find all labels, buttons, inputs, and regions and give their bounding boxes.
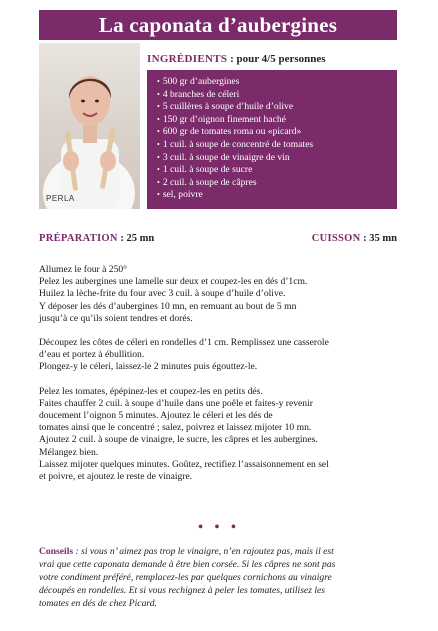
ingredient-text: 1 cuil. à soupe de concentré de tomates (162, 138, 314, 150)
bullet-icon: • (157, 89, 160, 99)
tips-line: découpés en rondelles. Et si vous rechignez à peler les tomates, utilisez les (39, 585, 325, 596)
ingredient-text: sel, poivre (162, 189, 203, 201)
ingredient-text: 2 cuil. à soupe de câpres (162, 176, 257, 188)
ingredient-text: 500 gr d’aubergines (162, 76, 240, 87)
photo-caption: PERLA (46, 194, 75, 203)
step-line: Y déposer les dés d’aubergines 10 mn, en remuant au bout de 5 mn (39, 300, 297, 312)
tips-line: tomates en dés de chez Picard. (39, 598, 157, 609)
cooking-time (312, 233, 397, 244)
ingredient-text: 4 branches de céleri (162, 88, 240, 100)
ingredient-text: 600 gr de tomates roma ou «picard» (162, 126, 302, 138)
tips-line: votre condiment préféré, remplacez-les par quelques cornichons au vinaigre (39, 572, 332, 583)
preparation-value: : 25 mn (117, 233, 155, 244)
step-line: Plongez-y le céleri, laissez-le 2 minutes puis égouttez-le. (39, 361, 258, 373)
step-line: Faites chauffer 2 cuil. à soupe d’huile dans une poêle et faites-y revenir (39, 397, 313, 409)
step-line: Pelez les tomates, épépinez-les et coupez-les en petits dés. (39, 385, 263, 397)
separator-dots: • • • (198, 520, 240, 535)
ingredient-text: 1 cuil. à soupe de sucre (162, 164, 253, 176)
ingredients-list (157, 76, 397, 202)
ingredient-text: 3 cuil. à soupe de vinaigre de vin (162, 151, 290, 163)
bullet-icon: • (157, 165, 160, 175)
ingredient-item (157, 139, 397, 152)
ingredients-list-box (147, 70, 397, 209)
ingredient-item (157, 114, 397, 127)
ingredient-item (157, 152, 397, 165)
ingredient-text: 5 cuillères à soupe d’huile d’olive (162, 101, 294, 113)
step-line: tomates ainsi que le concentré ; salez, poivrez et laissez mijoter 10 mn. (39, 422, 312, 434)
bullet-icon: • (157, 152, 160, 162)
chef-photo (39, 43, 140, 209)
tips-line (39, 545, 399, 558)
step-line: d’eau et portez à ébullition. (39, 349, 145, 361)
step-paragraph (39, 264, 399, 325)
ingredient-item (157, 101, 397, 114)
step-line: jusqu’à ce qu’ils soient tendres et dorés. (39, 312, 193, 324)
bullet-icon: • (157, 139, 160, 149)
step-paragraph (39, 337, 399, 374)
ingredient-item (157, 76, 397, 89)
tips-text: : si vous n’ aimez pas trop le vinaigre, n’en rajoutez pas, mais il est (73, 546, 334, 557)
step-line: Laissez mijoter quelques minutes. Goûtez, rectifiez l’assaisonnement en sel (39, 458, 329, 470)
step-line: Allumez le four à 250° (39, 264, 128, 275)
cooking-label: CUISSON (311, 233, 361, 244)
ingredient-item (157, 177, 397, 190)
step-line: Découpez les côtes de céleri en rondelles d’1 cm. Remplissez une casserole (39, 337, 329, 349)
bullet-icon: • (157, 127, 160, 137)
bullet-icon: • (157, 190, 160, 200)
ingredient-item (157, 189, 397, 202)
step-line: Huilez la lèche-frite du four avec 3 cuil. à soupe d’huile d’olive. (39, 288, 286, 300)
preparation-steps (39, 264, 399, 495)
recipe-title: La caponata d’aubergines (39, 10, 397, 40)
tips-line: vrai que cette caponata demande à être bien corsée. Si les câpres ne sont pas (39, 559, 336, 570)
step-paragraph (39, 386, 399, 484)
step-line: doucement l’oignon 5 minutes. Ajoutez le céleri et les dés de (39, 410, 273, 422)
cooking-value: : 35 mn (360, 233, 397, 244)
ingredients-heading (147, 53, 326, 65)
ingredients-label: INGRÉDIENTS (147, 53, 228, 65)
preparation-label: PRÉPARATION (39, 233, 118, 244)
ingredient-item (157, 126, 397, 139)
bullet-icon: • (157, 114, 160, 124)
step-line: et poivre, et ajoutez le reste de vinaigre. (39, 471, 193, 483)
bullet-icon: • (157, 77, 160, 86)
tips-paragraph (39, 545, 399, 610)
step-line: Pelez les aubergines une lamelle sur deux et coupez-les en dés d’1cm. (39, 276, 308, 288)
bullet-icon: • (157, 102, 160, 112)
ingredient-item (157, 164, 397, 177)
ingredients-serving: : pour 4/5 personnes (227, 53, 326, 65)
preparation-time (39, 233, 154, 244)
bullet-icon: • (157, 177, 160, 187)
step-line: Mélangez bien. (39, 446, 99, 458)
step-line: Ajoutez 2 cuil. à soupe de vinaigre, le sucre, les câpres et les aubergines. (39, 434, 318, 446)
ingredient-text: 150 gr d’oignon finement haché (162, 113, 286, 125)
ingredient-item (157, 89, 397, 102)
tips-label: Conseils (39, 546, 74, 557)
